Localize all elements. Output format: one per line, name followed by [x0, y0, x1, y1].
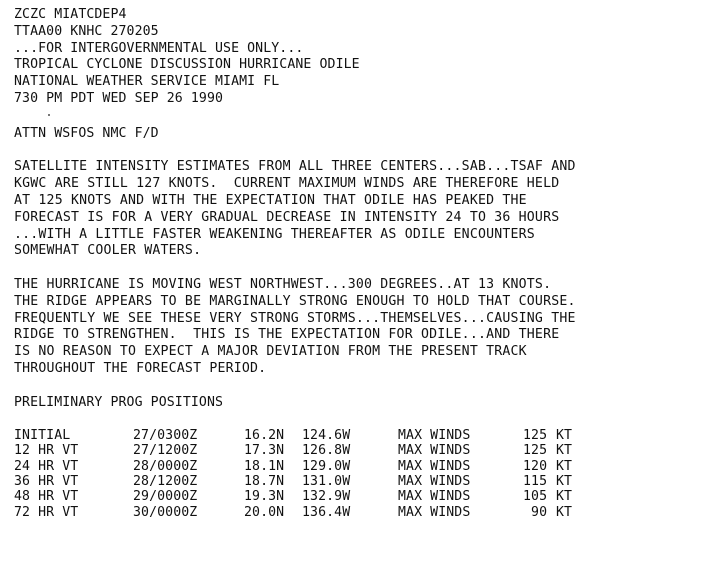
wind-unit: KT: [556, 458, 573, 474]
motion-paragraph: [14, 277, 699, 378]
valid-time: 27/1200Z: [133, 443, 198, 459]
max-winds-label: MAX WINDS: [398, 474, 471, 490]
wind-unit: KT: [556, 504, 573, 520]
wind-unit: KT: [556, 428, 573, 444]
paragraph-line: FORECAST IS FOR A VERY GRADUAL DECREASE IN INTENSITY 24 TO 36 HOURS: [14, 209, 560, 225]
longitude: 136.4W: [302, 504, 351, 520]
max-winds-label: MAX WINDS: [398, 458, 471, 474]
header-line: ...FOR INTERGOVERNMENTAL USE ONLY...: [14, 40, 304, 56]
header-line: 730 PM PDT WED SEP 26 1990: [14, 90, 224, 106]
table-row: [14, 443, 616, 458]
header-line: TROPICAL CYCLONE DISCUSSION HURRICANE ODILE: [14, 57, 360, 73]
max-winds-label: MAX WINDS: [398, 443, 471, 459]
paragraph-line: KGWC ARE STILL 127 KNOTS. CURRENT MAXIMUM WINDS ARE THEREFORE HELD: [14, 176, 560, 192]
wind-speed: 105: [523, 489, 548, 505]
longitude: 126.8W: [302, 443, 351, 459]
latitude: 20.0N: [244, 504, 285, 520]
table-row: [14, 489, 616, 504]
attn-line: ATTN WSFOS NMC F/D: [14, 125, 159, 141]
longitude: 129.0W: [302, 458, 351, 474]
max-winds-label: MAX WINDS: [398, 428, 471, 444]
position-label: 48 HR VT: [14, 489, 79, 505]
paragraph-line: SOMEWHAT COOLER WATERS.: [14, 243, 202, 259]
wind-speed: 90: [523, 504, 548, 520]
paragraph-line: ...WITH A LITTLE FASTER WEAKENING THEREAFTER AS ODILE ENCOUNTERS: [14, 226, 535, 242]
longitude: 124.6W: [302, 428, 351, 444]
intensity-paragraph: [14, 159, 699, 260]
max-winds-label: MAX WINDS: [398, 489, 471, 505]
scan-speck: [48, 114, 50, 116]
latitude: 18.7N: [244, 474, 285, 490]
table-row: [14, 474, 616, 489]
valid-time: 28/0000Z: [133, 458, 198, 474]
position-label: 36 HR VT: [14, 474, 79, 490]
paragraph-line: RIDGE TO STRENGTHEN. THIS IS THE EXPECTATION FOR ODILE...AND THERE: [14, 327, 560, 343]
wind-speed: 115: [523, 474, 548, 490]
prog-title: PRELIMINARY PROG POSITIONS: [14, 394, 224, 410]
longitude: 131.0W: [302, 474, 351, 490]
table-row: [14, 428, 616, 443]
paragraph-line: THROUGHOUT THE FORECAST PERIOD.: [14, 360, 267, 376]
latitude: 17.3N: [244, 443, 285, 459]
position-label: 12 HR VT: [14, 443, 79, 459]
latitude: 16.2N: [244, 428, 285, 444]
latitude: 19.3N: [244, 489, 285, 505]
header-line: NATIONAL WEATHER SERVICE MIAMI FL: [14, 74, 280, 90]
prog-positions-table: [14, 428, 616, 520]
table-row: [14, 505, 616, 520]
wind-unit: KT: [556, 489, 573, 505]
paragraph-line: THE RIDGE APPEARS TO BE MARGINALLY STRONG ENOUGH TO HOLD THAT COURSE.: [14, 293, 576, 309]
bulletin-header: [14, 7, 699, 109]
table-row: [14, 459, 616, 474]
header-line: ZCZC MIATCDEP4: [14, 7, 127, 22]
valid-time: 29/0000Z: [133, 489, 198, 505]
paragraph-line: AT 125 KNOTS AND WITH THE EXPECTATION THAT ODILE HAS PEAKED THE: [14, 192, 527, 208]
wind-unit: KT: [556, 443, 573, 459]
wind-speed: 125: [523, 428, 548, 444]
header-line: TTAA00 KNHC 270205: [14, 23, 159, 39]
latitude: 18.1N: [244, 458, 285, 474]
longitude: 132.9W: [302, 489, 351, 505]
position-label: 24 HR VT: [14, 458, 79, 474]
paragraph-line: THE HURRICANE IS MOVING WEST NORTHWEST...300 DEGREES..AT 13 KNOTS.: [14, 276, 552, 292]
paragraph-line: FREQUENTLY WE SEE THESE VERY STRONG STORMS...THEMSELVES...CAUSING THE: [14, 310, 576, 326]
max-winds-label: MAX WINDS: [398, 504, 471, 520]
discussion-document: [14, 7, 699, 520]
wind-speed: 120: [523, 458, 548, 474]
position-label: 72 HR VT: [14, 504, 79, 520]
valid-time: 30/0000Z: [133, 504, 198, 520]
valid-time: 28/1200Z: [133, 474, 198, 490]
wind-unit: KT: [556, 474, 573, 490]
valid-time: 27/0300Z: [133, 428, 198, 444]
paragraph-line: IS NO REASON TO EXPECT A MAJOR DEVIATION FROM THE PRESENT TRACK: [14, 344, 527, 360]
position-label: INITIAL: [14, 428, 71, 444]
wind-speed: 125: [523, 443, 548, 459]
paragraph-line: SATELLITE INTENSITY ESTIMATES FROM ALL THREE CENTERS...SAB...TSAF AND: [14, 159, 576, 175]
